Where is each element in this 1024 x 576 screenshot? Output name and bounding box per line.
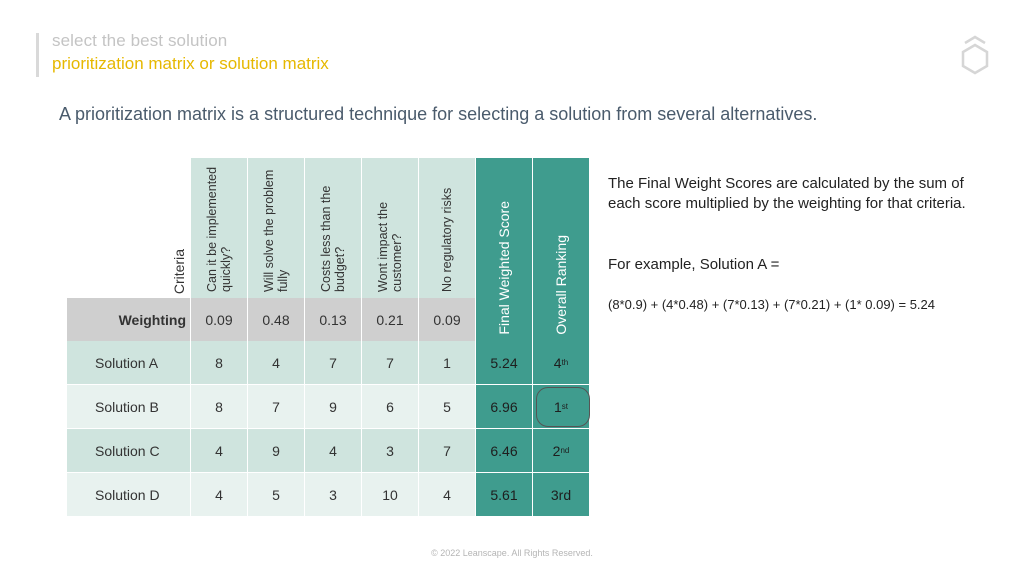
final-score-cell: 6.96 [476,385,533,429]
solution-name: Solution C [67,429,191,473]
score-cell: 4 [419,473,476,516]
weighting-value: 0.09 [191,298,248,341]
solution-name: Solution B [67,385,191,429]
rank-number: 2 [552,442,561,459]
criteria-header-cell [67,158,191,298]
rank-number: 1 [553,398,562,415]
score-cell: 5 [248,473,305,516]
weighting-value: 0.13 [305,298,362,341]
ranking-cell [533,341,590,385]
score-cell: 4 [191,429,248,473]
final-score-cell: 5.24 [476,341,533,385]
explanation-text: The Final Weight Scores are calculated by the sum of each score multiplied by the weighting for that criteria. [608,175,966,212]
score-cell: 8 [191,385,248,429]
slide-subtitle: prioritization matrix or solution matrix [52,54,329,73]
criterion-header [191,158,248,298]
criterion-label: Can it be implemented quickly? [205,166,233,292]
criteria-label: Criteria [171,248,187,294]
solution-name: Solution A [67,341,191,385]
lead-paragraph: A prioritization matrix is a structured technique for selecting a solution from several alternatives. [59,104,818,124]
rank-suffix: nd [560,446,570,455]
copyright-footer: © 2022 Leanscape. All Rights Reserved. [431,548,593,558]
final-score-cell: 5.61 [476,473,533,516]
hexagon-logo-icon [955,33,995,77]
example-formula: (8*0.9) + (4*0.48) + (7*0.13) + (7*0.21) + (1* 0.09) = 5.24 [608,297,936,312]
score-cell: 4 [305,429,362,473]
score-cell: 9 [248,429,305,473]
score-cell: 7 [362,341,419,385]
score-cell: 4 [191,473,248,516]
score-cell: 7 [248,385,305,429]
solution-name: Solution D [67,473,191,516]
weighting-label: Weighting [67,298,191,341]
ranking-header [533,158,590,341]
rank-number: 4 [553,354,562,371]
weighting-value: 0.09 [419,298,476,341]
score-cell: 7 [419,429,476,473]
ranking-cell [533,473,590,516]
weighting-value: 0.21 [362,298,419,341]
score-cell: 3 [362,429,419,473]
final-score-cell: 6.46 [476,429,533,473]
top-rank-highlight [536,387,590,427]
criterion-label: Wont impact the customer? [376,201,404,292]
rank-suffix: st [561,402,569,411]
rank-number: 3rd [550,486,572,503]
score-cell: 9 [305,385,362,429]
ranking-label: Overall Ranking [553,235,569,335]
criterion-label: Will solve the problem fully [262,169,290,292]
score-cell: 8 [191,341,248,385]
criterion-label: No regulatory risks [440,187,454,292]
criterion-header [248,158,305,298]
score-cell: 5 [419,385,476,429]
criterion-header [419,158,476,298]
score-cell: 6 [362,385,419,429]
criterion-header [362,158,419,298]
score-cell: 10 [362,473,419,516]
section-kicker: select the best solution [52,31,228,50]
score-cell: 7 [305,341,362,385]
final-score-label: Final Weighted Score [496,201,512,335]
ranking-cell [533,429,590,473]
criterion-label: Costs less than the budget? [319,185,347,292]
score-cell: 4 [248,341,305,385]
final-score-header [476,158,533,341]
weighting-value: 0.48 [248,298,305,341]
score-cell: 3 [305,473,362,516]
title-accent-bar [36,33,39,77]
rank-suffix: th [561,358,569,367]
example-text: For example, Solution A = [608,256,780,273]
score-cell: 1 [419,341,476,385]
criterion-header [305,158,362,298]
